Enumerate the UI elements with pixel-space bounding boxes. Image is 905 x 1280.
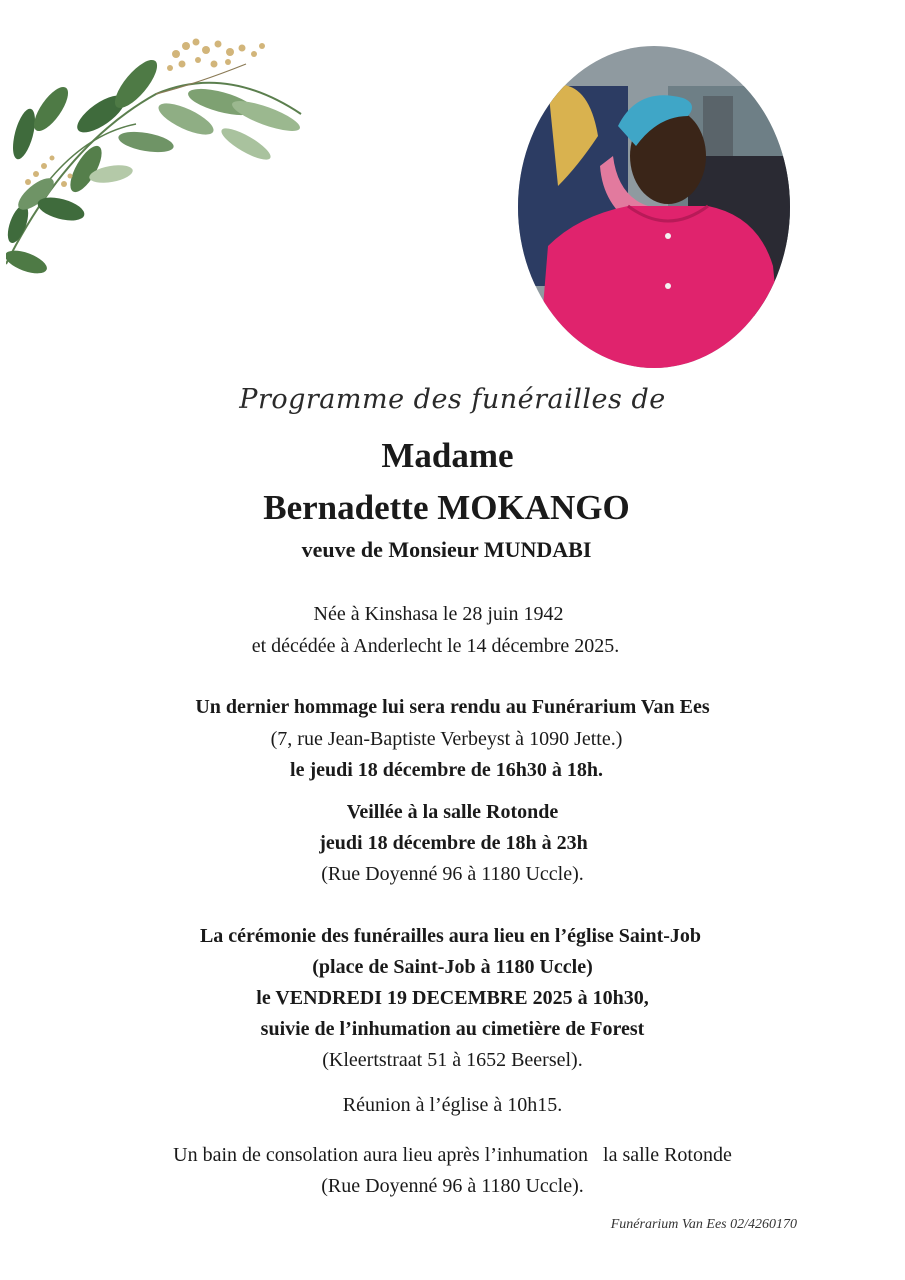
tribute-address: (7, rue Jean-Baptiste Verbeyst à 1090 Jette.) [270,728,623,750]
burial-line: suivie de l’inhumation au cimetière de Forest [260,1018,645,1040]
vigil-address: (Rue Doyenné 96 à 1180 Uccle). [321,863,584,885]
birth-line: Née à Kinshasa le 28 juin 1942 [313,603,564,625]
death-line: et décédée à Anderlecht le 14 décembre 2025. [251,635,620,657]
deceased-title: Madame [381,436,514,475]
portrait-illustration [518,46,790,368]
funeral-home-contact: Funérarium Van Ees 02/4260170 [610,1217,797,1232]
meeting-line: Réunion à l’église à 10h15. [342,1094,563,1116]
ceremony-address: (place de Saint-Job à 1180 Uccle) [312,956,593,978]
consolation-line: Un bain de consolation aura lieu après l’inhumation la salle Rotonde [173,1144,732,1166]
tribute-time: le jeudi 18 décembre de 16h30 à 18h. [290,759,603,781]
ceremony-line: La cérémonie des funérailles aura lieu en l’église Saint-Job [199,925,702,947]
burial-address: (Kleertstraat 51 à 1652 Beersel). [322,1049,583,1071]
vigil-line: Veillée à la salle Rotonde [346,801,559,823]
tribute-line: Un dernier hommage lui sera rendu au Funérarium Van Ees [195,696,710,718]
program-title: Programme des funérailles de [239,384,666,415]
widow-of-line: veuve de Monsieur MUNDABI [301,537,592,562]
portrait-photo [518,46,790,368]
consolation-address: (Rue Doyenné 96 à 1180 Uccle). [321,1175,584,1197]
leaf-branch [6,39,303,278]
foliage-decoration-image [6,24,304,296]
deceased-name: Bernadette MOKANGO [263,488,630,527]
ceremony-time: le VENDREDI 19 DECEMBRE 2025 à 10h30, [256,987,649,1009]
vigil-time: jeudi 18 décembre de 18h à 23h [319,832,588,854]
